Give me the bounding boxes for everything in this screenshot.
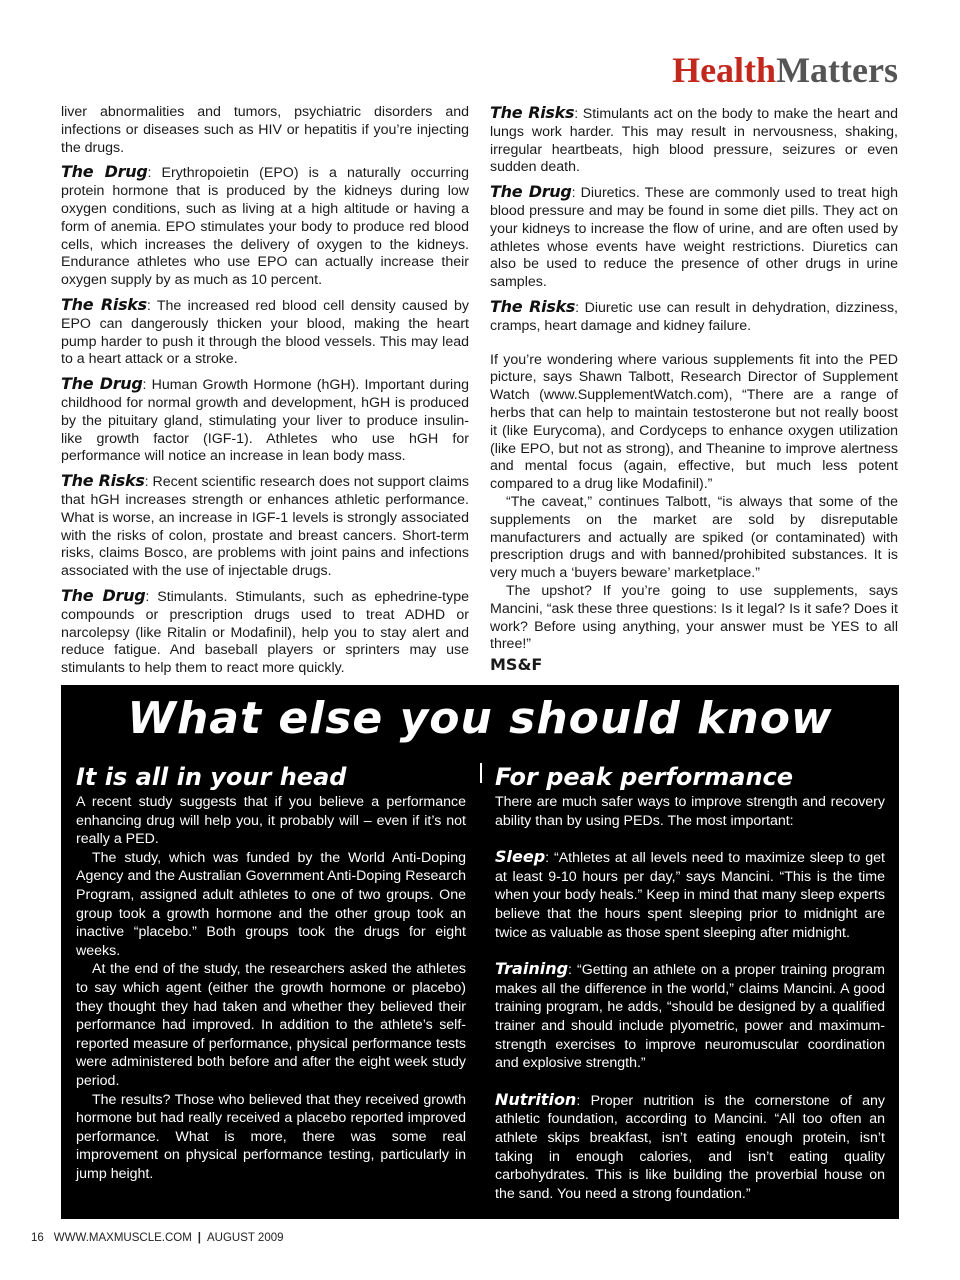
page-footer <box>31 1232 284 1244</box>
sidebar-paragraph: A recent study suggests that if you believe a performance enhancing drug will help you, it probably will – even if it’s not really a PED. <box>76 794 466 848</box>
sidebar-box <box>61 685 899 1219</box>
masthead-matters: Matters <box>776 50 898 90</box>
paragraph-text: : Stimulants. Stimulants, such as ephedrine-type compounds or prescription drugs used to treat ADHD or narcolepsy (like Ritalin or Modafinil), help you to stay alert and reduce fatigue. And baseball players or sprinters may use stimulants to help them to react more quickly. <box>61 588 470 677</box>
sidebar-left-column <box>76 763 466 1183</box>
right-paragraph: If you’re wondering where various supplements fit into the PED picture, says Shawn Talbott, Research Director of Supplement Watch (www.SupplementWatch.com), “There are a range of herbs that can help to maintain testosterone but not really boost it (like Eurycoma), and Cordyceps to enhance oxygen utilization (like EPO, but not as strong), and Theanine to improve alertness and mental focus (again, effective, but much less potent compared to a drug like Modafinil).” <box>490 351 898 493</box>
paragraph-text: : Recent scientific research does not support claims that hGH increases strength or enhances athletic performance. What is worse, an increase in IGF-1 levels is strongly associated with the risks of colon, prostate and breast cancers. Short-term risks, claims Bosco, are problems with joint pains and infections associated with the use of injectable drugs. <box>61 474 469 580</box>
risks-tag: The Risks <box>61 294 147 314</box>
sleep-tag: Sleep <box>495 847 546 867</box>
left-paragraph <box>61 163 469 290</box>
sidebar-right-column <box>495 763 885 1203</box>
right-paragraph: The upshot? If you’re going to use supplements, says Mancini, “ask these three questions: Is it legal? Is it safe? Does it work? Before using anything, your answer must be YES to all three!” <box>490 582 898 653</box>
drug-tag: The Drug <box>61 162 148 182</box>
signoff-logo: MS&F <box>490 655 543 675</box>
footer-separator: | <box>197 1232 202 1244</box>
left-paragraph: liver abnormalities and tumors, psychiatric disorders and infections or diseases such as HIV or hepatitis if you’re injecting the drugs. <box>61 104 469 156</box>
right-article-column <box>490 104 898 674</box>
risks-tag: The Risks <box>490 103 575 122</box>
sidebar-paragraph: At the end of the study, the researchers asked the athletes to say which agent (either the growth hormone or placebo) they thought they had taken and whether they believed their performance had improved. In addition to the athlete’s self-reported measure of performance, physical performance tests were administered both before and after the eight week study period. <box>76 961 466 1089</box>
masthead-health: Health <box>672 50 777 90</box>
sidebar-paragraph: There are much safer ways to improve strength and recovery ability than by using PEDs. The most important: <box>495 794 885 829</box>
paragraph-text: : Stimulants act on the body to make the heart and lungs work harder. This may result in nervousness, shaking, irregular heartbeats, high blood pressure, seizures or even sudden death. <box>490 106 898 176</box>
paragraph-text: : The increased red blood cell density caused by EPO can dangerously thicken your blood, making the heart pump harder to push it through the blood vessels. This may lead to a heart attack or a stroke. <box>61 297 469 368</box>
left-paragraph <box>61 472 469 581</box>
sidebar-paragraph <box>495 960 885 1073</box>
training-tag: Training <box>495 959 569 979</box>
drug-tag: The Drug <box>490 182 572 202</box>
paragraph-text: : Erythropoietin (EPO) is a naturally occurring protein hormone that is produced by the kidneys during low oxygen conditions, such as living at a high altitude or having a form of anemia. EPO stimulates your body to produce red blood cells, which increases the delivery of oxygen to the kidneys. Endurance athletes who use EPO can actually increase their oxygen supply by as much as 10 percent. <box>61 165 470 289</box>
sidebar-paragraph <box>495 1091 885 1204</box>
right-paragraph <box>490 183 898 292</box>
left-paragraph <box>61 587 469 678</box>
left-paragraph <box>61 296 469 369</box>
sidebar-divider <box>480 763 482 783</box>
paragraph-text: : “Athletes at all levels need to maximize sleep to get at least 9-10 hours per day,” says Mancini. “This is the time when your body heals.” Keep in mind that many sleep experts believe that the hours spent sleeping prior to midnight are twice as valuable as those spent sleeping after midnight. <box>495 850 885 941</box>
risks-tag: The Risks <box>61 471 145 491</box>
footer-issue: AUGUST 2009 <box>207 1232 284 1244</box>
sidebar-right-heading: For peak performance <box>495 763 794 791</box>
paragraph-text: : Human Growth Hormone (hGH). Important during childhood for normal growth and development, hGH is produced by the pituitary gland, stimulating your liver to produce insulin-like growth factor (IGF-1). Athletes who use hGH for performance will notice an increase in lean body mass. <box>61 377 469 465</box>
paragraph-text: : “Getting an athlete on a proper training program makes all the difference in the world,” claims Mancini. A good training program, he adds, “should be designed by a qualified trainer and should include plyometric, power and maximum-strength exercises to improve neuromuscular coordination and explosive strength.” <box>495 962 885 1072</box>
sidebar-paragraph: The results? Those who believed that they received growth hormone but had really received a placebo reported improved performance. What is more, there was some real improvement on physical performance testing, particularly in jump height. <box>76 1091 466 1182</box>
footer-site: WWW.MAXMUSCLE.COM <box>53 1232 192 1244</box>
sidebar-left-heading: It is all in your head <box>76 763 347 791</box>
left-article-column <box>61 104 469 684</box>
paragraph-text: : Proper nutrition is the cornerstone of any athletic foundation, according to Mancini. “All too often an athlete skips breakfast, isn’t eating enough protein, isn’t taking in enough calories, and isn’t eating quality carbohydrates. This is like building the proverbial house on the sand. You need a strong foundation.” <box>495 1092 885 1202</box>
page-number: 16 <box>31 1232 44 1244</box>
drug-tag: The Drug <box>61 585 146 605</box>
drug-tag: The Drug <box>61 374 143 394</box>
sidebar-paragraph <box>495 848 885 942</box>
paragraph-text: : Diuretic use can result in dehydration, dizziness, cramps, heart damage and kidney failure. <box>490 299 898 334</box>
risks-tag: The Risks <box>490 296 576 316</box>
nutrition-tag: Nutrition <box>495 1089 577 1109</box>
right-paragraph <box>490 298 898 336</box>
sidebar-title: What else you should know <box>127 693 833 744</box>
right-paragraph <box>490 104 898 177</box>
section-masthead <box>672 52 898 88</box>
paragraph-text: : Diuretics. These are commonly used to treat high blood pressure and may be found in some diet pills. They act on your kidneys to increase the flow of urine, and are often used by athletes whose events have weight restrictions. Diuretics can also be used to reduce the presence of other drugs in urine samples. <box>490 185 898 291</box>
right-paragraph: “The caveat,” continues Talbott, “is always that some of the supplements on the market are sold by disreputable manufacturers and actually are spiked (or contaminated) with prescription drugs and with banned/prohibited substances. It is very much a ‘buyers beware’ marketplace.” <box>490 493 898 582</box>
left-paragraph <box>61 375 469 466</box>
sidebar-paragraph: The study, which was funded by the World Anti-Doping Agency and the Australian Government Anti-Doping Research Program, assigned adult athletes to one of two groups. One group took a growth hormone and the other group took an inactive “placebo.” Both groups took the drugs for eight weeks. <box>76 849 466 959</box>
